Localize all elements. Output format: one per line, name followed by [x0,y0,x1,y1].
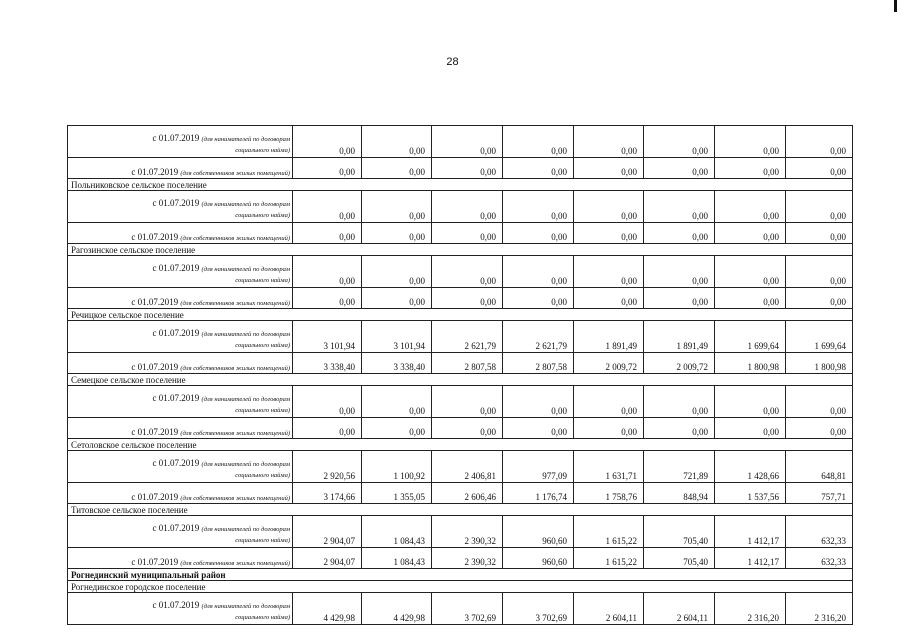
value-cell: 0,00 [715,386,786,418]
value-cell: 0,00 [503,386,574,418]
value-cell: 1 758,76 [574,483,644,504]
label-date: с 01.07.2019 [152,600,202,610]
label-note: (для нанимателей по договорам [201,331,290,338]
section-title: Рагозинское сельское поселение [68,244,853,256]
row-label [68,516,293,548]
row-label [68,418,293,439]
value-cell: 0,00 [432,191,503,223]
value-cell: 0,00 [786,256,853,288]
row-label [68,158,293,179]
label-date: с 01.07.2019 [152,328,202,338]
value-cell: 960,60 [503,548,574,569]
label-date: с 01.07.2019 [131,362,181,372]
value-cell: 1 100,92 [362,451,432,483]
value-cell: 632,33 [786,548,853,569]
label-line-1 [70,133,290,145]
row-label [68,386,293,418]
label-date: с 01.07.2019 [152,263,202,273]
table-row-owners [68,548,853,569]
value-cell: 1 615,22 [574,548,644,569]
label-line-2: социального найма) [235,212,290,219]
value-cell: 0,00 [644,386,715,418]
section-title: Титовское сельское поселение [68,504,853,516]
value-cell: 1 800,98 [786,353,853,374]
value-cell: 705,40 [644,548,715,569]
value-cell: 648,81 [786,451,853,483]
value-cell: 1 699,64 [786,321,853,353]
label-line-1 [70,458,290,470]
value-cell: 2 316,20 [786,593,853,625]
value-cell: 1 800,98 [715,353,786,374]
section-title: Семецкое сельское поселение [68,374,853,386]
value-cell: 960,60 [503,516,574,548]
value-cell: 977,09 [503,451,574,483]
table-row-owners [68,158,853,179]
label-date: с 01.07.2019 [152,458,202,468]
row-label [68,256,293,288]
value-cell: 0,00 [786,126,853,158]
label-date: с 01.07.2019 [131,297,181,307]
label-line-2: социального найма) [235,407,290,414]
value-cell: 721,89 [644,451,715,483]
value-cell: 1 699,64 [715,321,786,353]
value-cell: 0,00 [574,418,644,439]
value-cell: 3 702,69 [432,593,503,625]
value-cell: 0,00 [432,386,503,418]
label-note: (для нанимателей по договорам [201,461,290,468]
label-note: (для нанимателей по договорам [201,136,290,143]
value-cell: 4 429,98 [293,593,362,625]
section-title: Речицкое сельское поселение [68,309,853,321]
value-cell: 2 807,58 [432,353,503,374]
label-note: (для собственников жилых помещений) [180,235,290,242]
label-date: с 01.07.2019 [131,557,181,567]
section-row [68,309,853,321]
label-note: (для нанимателей по договорам [201,266,290,273]
tariff-table [67,125,853,625]
value-cell: 0,00 [432,158,503,179]
value-cell: 1 428,66 [715,451,786,483]
label-line-2: социального найма) [235,277,290,284]
label-date: с 01.07.2019 [152,133,202,143]
label-date: с 01.07.2019 [131,232,181,242]
section-row [68,439,853,451]
label-line-1 [70,328,290,340]
label-date: с 01.07.2019 [131,427,181,437]
label-note: (для собственников жилых помещений) [180,560,290,567]
value-cell: 0,00 [574,288,644,309]
value-cell: 0,00 [362,126,432,158]
value-cell: 0,00 [786,418,853,439]
table-row-tenants [68,191,853,223]
value-cell: 2 904,07 [293,548,362,569]
table-row-owners [68,288,853,309]
value-cell: 2 406,81 [432,451,503,483]
value-cell: 2 390,32 [432,516,503,548]
value-cell: 4 429,98 [362,593,432,625]
value-cell: 1 412,17 [715,548,786,569]
value-cell: 0,00 [362,256,432,288]
value-cell: 0,00 [715,126,786,158]
label-note: (для нанимателей по договорам [201,396,290,403]
row-label [68,126,293,158]
value-cell: 0,00 [293,158,362,179]
table-row-tenants [68,386,853,418]
section-row [68,504,853,516]
value-cell: 0,00 [362,191,432,223]
value-cell: 0,00 [786,288,853,309]
label-note: (для собственников жилых помещений) [180,495,290,502]
value-cell: 0,00 [644,288,715,309]
value-cell: 0,00 [574,386,644,418]
value-cell: 0,00 [432,288,503,309]
value-cell: 0,00 [362,386,432,418]
row-label [68,288,293,309]
label-line-1 [70,393,290,405]
value-cell: 1 176,74 [503,483,574,504]
label-date: с 01.07.2019 [152,393,202,403]
value-cell: 0,00 [293,126,362,158]
label-note: (для собственников жилых помещений) [180,430,290,437]
value-cell: 0,00 [362,158,432,179]
row-label [68,321,293,353]
value-cell: 848,94 [644,483,715,504]
label-line-1 [70,523,290,535]
row-label [68,483,293,504]
table-row-tenants [68,451,853,483]
value-cell: 0,00 [432,256,503,288]
value-cell: 0,00 [786,386,853,418]
value-cell: 3 702,69 [503,593,574,625]
value-cell: 0,00 [293,223,362,244]
value-cell: 632,33 [786,516,853,548]
value-cell: 0,00 [503,223,574,244]
label-note: (для нанимателей по договорам [201,201,290,208]
value-cell: 0,00 [503,256,574,288]
label-date: с 01.07.2019 [152,523,202,533]
value-cell: 0,00 [644,223,715,244]
label-line-1 [70,600,290,612]
page-number: 28 [446,56,459,68]
value-cell: 0,00 [293,256,362,288]
value-cell: 0,00 [644,126,715,158]
label-note: (для собственников жилых помещений) [180,300,290,307]
value-cell: 0,00 [503,126,574,158]
value-cell: 1 355,05 [362,483,432,504]
label-line-2: социального найма) [235,614,290,621]
label-note: (для собственников жилых помещений) [180,365,290,372]
value-cell: 0,00 [574,126,644,158]
table-row-tenants [68,126,853,158]
section-title: Рогнединское городское поселение [68,581,853,593]
label-line-1 [70,263,290,275]
table-row-owners [68,483,853,504]
value-cell: 0,00 [432,223,503,244]
value-cell: 0,00 [574,223,644,244]
label-note: (для собственников жилых помещений) [180,170,290,177]
section-row [68,244,853,256]
row-label [68,223,293,244]
table-row-owners [68,418,853,439]
value-cell: 0,00 [362,418,432,439]
section-title: Сетоловское сельское поселение [68,439,853,451]
value-cell: 0,00 [786,223,853,244]
value-cell: 0,00 [715,158,786,179]
section-row [68,569,853,581]
value-cell: 757,71 [786,483,853,504]
value-cell: 2 807,58 [503,353,574,374]
value-cell: 1 084,43 [362,548,432,569]
label-line-2: социального найма) [235,472,290,479]
value-cell: 1 891,49 [574,321,644,353]
value-cell: 0,00 [293,386,362,418]
value-cell: 0,00 [644,418,715,439]
row-label [68,191,293,223]
value-cell: 2 009,72 [644,353,715,374]
value-cell: 0,00 [574,158,644,179]
label-line-2: социального найма) [235,342,290,349]
label-date: с 01.07.2019 [131,492,181,502]
row-label [68,548,293,569]
value-cell: 2 316,20 [715,593,786,625]
table-row-owners [68,223,853,244]
value-cell: 3 101,94 [362,321,432,353]
section-row [68,581,853,593]
value-cell: 0,00 [293,418,362,439]
value-cell: 2 009,72 [574,353,644,374]
value-cell: 0,00 [503,288,574,309]
value-cell: 1 891,49 [644,321,715,353]
value-cell: 0,00 [786,191,853,223]
section-title: Польниковское сельское поселение [68,179,853,191]
value-cell: 0,00 [786,158,853,179]
value-cell: 2 390,32 [432,548,503,569]
value-cell: 0,00 [503,158,574,179]
corner-mark [894,0,897,12]
label-date: с 01.07.2019 [152,198,202,208]
value-cell: 2 621,79 [432,321,503,353]
value-cell: 1 631,71 [574,451,644,483]
row-label [68,451,293,483]
table-row-tenants [68,321,853,353]
section-row [68,179,853,191]
value-cell: 3 174,66 [293,483,362,504]
section-title: Рогнединский муниципальный район [68,569,853,581]
value-cell: 1 537,56 [715,483,786,504]
value-cell: 3 338,40 [362,353,432,374]
value-cell: 0,00 [362,288,432,309]
table-row-tenants [68,593,853,625]
value-cell: 2 604,11 [574,593,644,625]
value-cell: 0,00 [715,191,786,223]
label-note: (для нанимателей по договорам [201,603,290,610]
value-cell: 0,00 [574,256,644,288]
section-row [68,374,853,386]
label-line-1 [70,198,290,210]
value-cell: 705,40 [644,516,715,548]
value-cell: 0,00 [503,418,574,439]
label-note: (для нанимателей по договорам [201,526,290,533]
value-cell: 1 084,43 [362,516,432,548]
value-cell: 0,00 [715,223,786,244]
value-cell: 3 101,94 [293,321,362,353]
value-cell: 0,00 [715,288,786,309]
table-row-owners [68,353,853,374]
value-cell: 0,00 [644,158,715,179]
value-cell: 2 604,11 [644,593,715,625]
row-label [68,353,293,374]
value-cell: 0,00 [293,288,362,309]
value-cell: 0,00 [432,126,503,158]
value-cell: 2 621,79 [503,321,574,353]
value-cell: 0,00 [715,256,786,288]
value-cell: 0,00 [432,418,503,439]
value-cell: 0,00 [362,223,432,244]
label-line-2: социального найма) [235,147,290,154]
value-cell: 0,00 [644,256,715,288]
value-cell: 0,00 [293,191,362,223]
value-cell: 0,00 [503,191,574,223]
value-cell: 0,00 [715,418,786,439]
value-cell: 0,00 [644,191,715,223]
value-cell: 2 920,56 [293,451,362,483]
table-row-tenants [68,256,853,288]
label-line-2: социального найма) [235,537,290,544]
value-cell: 2 606,46 [432,483,503,504]
label-date: с 01.07.2019 [131,167,181,177]
value-cell: 0,00 [574,191,644,223]
value-cell: 1 412,17 [715,516,786,548]
value-cell: 1 615,22 [574,516,644,548]
value-cell: 3 338,40 [293,353,362,374]
table-row-tenants [68,516,853,548]
row-label [68,593,293,625]
value-cell: 2 904,07 [293,516,362,548]
